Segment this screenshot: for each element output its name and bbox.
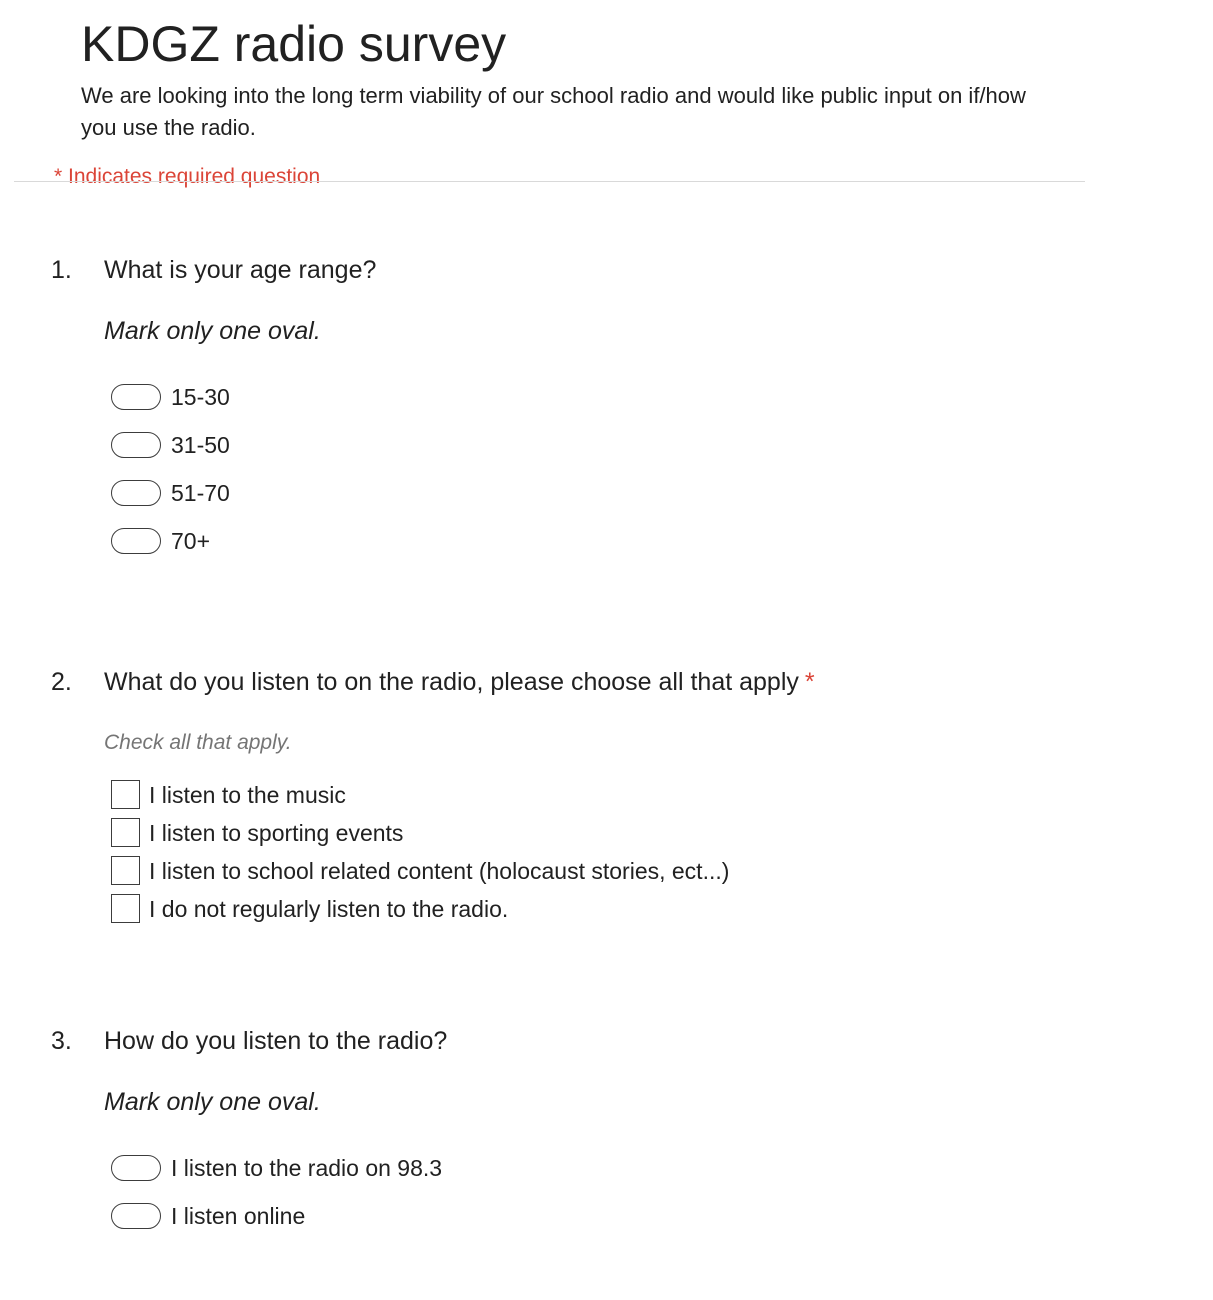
required-note: * Indicates required question (54, 165, 321, 188)
question-number: 2. (51, 668, 72, 696)
radio-oval[interactable] (111, 1203, 161, 1229)
required-asterisk: * (804, 668, 815, 696)
form-title: KDGZ radio survey (81, 16, 507, 72)
question-instruction: Check all that apply. (104, 731, 292, 754)
question-text: How do you listen to the radio? (104, 1027, 448, 1055)
question-number: 1. (51, 256, 72, 284)
form-description: We are looking into the long term viability of our school radio and would like public input on if/how you use the radio. (81, 83, 1026, 140)
question-instruction: Mark only one oval. (104, 1088, 321, 1116)
question-instruction: Mark only one oval. (104, 317, 321, 345)
radio-oval[interactable] (111, 432, 161, 458)
question-text: What is your age range? (104, 256, 377, 284)
checkbox[interactable] (111, 894, 140, 923)
option-label: 51-70 (171, 480, 230, 506)
radio-oval[interactable] (111, 528, 161, 554)
option-label: I listen to sporting events (149, 820, 404, 846)
question-text (104, 666, 815, 698)
radio-oval[interactable] (111, 480, 161, 506)
checkbox[interactable] (111, 818, 140, 847)
checkbox[interactable] (111, 856, 140, 885)
option-label: I listen online (171, 1203, 306, 1229)
option-label: I listen to school related content (holocaust stories, ect...) (149, 858, 730, 884)
question-number: 3. (51, 1027, 72, 1055)
radio-oval[interactable] (111, 384, 161, 410)
question-text-content: What do you listen to on the radio, please choose all that apply (104, 668, 799, 696)
option-label: I do not regularly listen to the radio. (149, 896, 509, 922)
option-label: 15-30 (171, 384, 230, 410)
checkbox[interactable] (111, 780, 140, 809)
option-label: I listen to the music (149, 782, 346, 808)
option-label: I listen to the radio on 98.3 (171, 1155, 443, 1181)
option-label: 70+ (171, 528, 211, 554)
radio-oval[interactable] (111, 1155, 161, 1181)
header-divider (14, 181, 1085, 182)
option-label: 31-50 (171, 432, 230, 458)
